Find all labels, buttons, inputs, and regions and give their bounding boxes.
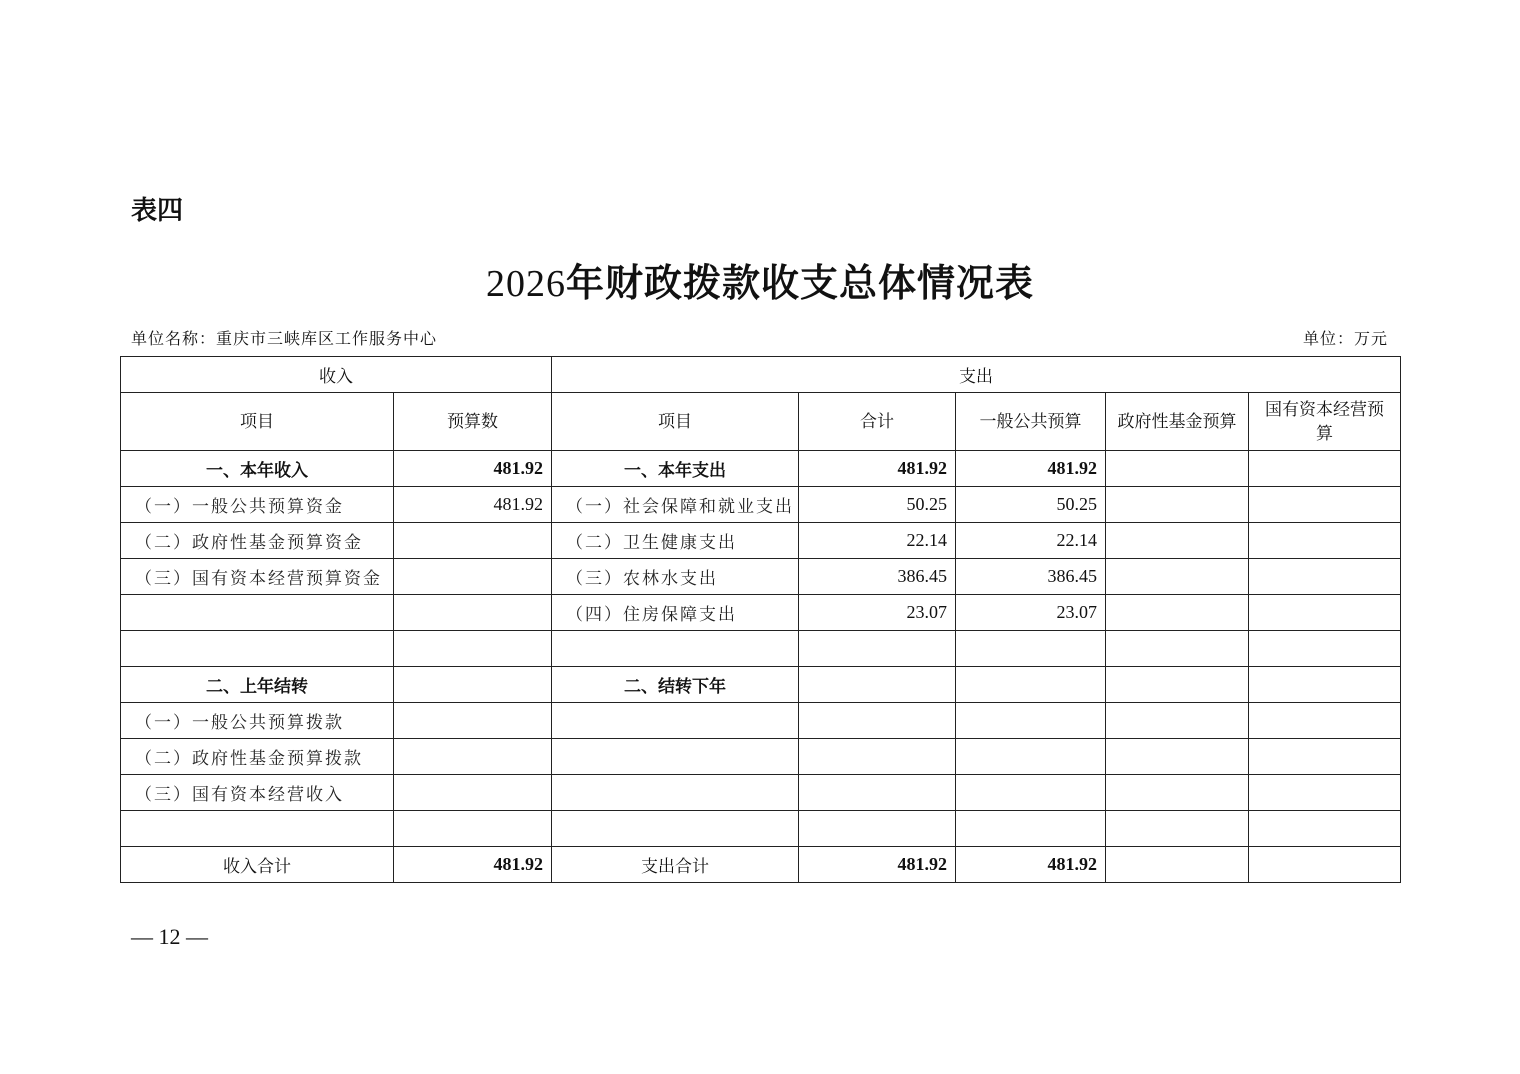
expense-general-total: 481.92 xyxy=(956,847,1106,883)
expense-general: 22.14 xyxy=(956,523,1106,559)
expense-item: （四）住房保障支出 xyxy=(552,595,799,631)
income-total-amount: 481.92 xyxy=(394,847,552,883)
table-row xyxy=(121,739,1401,775)
unit-label: 单位：万元 xyxy=(1302,329,1388,348)
expense-item: （一）社会保障和就业支出 xyxy=(552,487,799,523)
page-number: — 12 — xyxy=(131,924,208,949)
title-text: 年财政拨款收支总体情况表 xyxy=(565,260,1034,305)
expense-item xyxy=(552,775,799,811)
income-item xyxy=(121,595,394,631)
expense-capital xyxy=(1249,487,1401,523)
expense-general xyxy=(956,811,1106,847)
expense-fund xyxy=(1106,811,1249,847)
expense-fund xyxy=(1106,667,1249,703)
expense-item xyxy=(552,811,799,847)
expense-fund xyxy=(1106,631,1249,667)
income-amount xyxy=(394,703,552,739)
expense-total xyxy=(799,775,956,811)
income-item: （一）一般公共预算拨款 xyxy=(121,703,394,739)
income-amount: 481.92 xyxy=(394,487,552,523)
income-item: （三）国有资本经营预算资金 xyxy=(121,559,394,595)
table-number-label: 表四 xyxy=(131,196,184,226)
expense-capital xyxy=(1249,775,1401,811)
budget-table xyxy=(120,356,1401,883)
expense-general xyxy=(956,739,1106,775)
expense-capital xyxy=(1249,451,1401,487)
income-item: （三）国有资本经营收入 xyxy=(121,775,394,811)
expense-total: 386.45 xyxy=(799,559,956,595)
page-title xyxy=(0,252,1520,307)
expense-fund xyxy=(1106,487,1249,523)
income-amount xyxy=(394,595,552,631)
income-total-label: 收入合计 xyxy=(121,847,394,883)
expense-total-amount: 481.92 xyxy=(799,847,956,883)
table-row xyxy=(121,451,1401,487)
expense-capital xyxy=(1249,811,1401,847)
expense-fund xyxy=(1106,703,1249,739)
header-income-item: 项目 xyxy=(121,393,394,451)
expense-item xyxy=(552,739,799,775)
header-income: 收入 xyxy=(121,357,552,393)
income-amount xyxy=(394,559,552,595)
expense-capital xyxy=(1249,739,1401,775)
expense-capital xyxy=(1249,523,1401,559)
expense-total xyxy=(799,703,956,739)
expense-fund-total xyxy=(1106,847,1249,883)
unit-name: 单位名称：重庆市三峡库区工作服务中心 xyxy=(131,329,438,348)
expense-capital xyxy=(1249,667,1401,703)
expense-general xyxy=(956,703,1106,739)
header-expense: 支出 xyxy=(552,357,1401,393)
expense-capital xyxy=(1249,559,1401,595)
expense-general: 23.07 xyxy=(956,595,1106,631)
expense-total: 23.07 xyxy=(799,595,956,631)
table-row xyxy=(121,631,1401,667)
expense-fund xyxy=(1106,559,1249,595)
income-item: （二）政府性基金预算拨款 xyxy=(121,739,394,775)
expense-item xyxy=(552,703,799,739)
expense-total xyxy=(799,739,956,775)
table-row xyxy=(121,595,1401,631)
header-budget: 预算数 xyxy=(394,393,552,451)
income-amount xyxy=(394,523,552,559)
expense-item: 二、结转下年 xyxy=(552,667,799,703)
expense-total xyxy=(799,811,956,847)
expense-fund xyxy=(1106,451,1249,487)
income-item: （一）一般公共预算资金 xyxy=(121,487,394,523)
table-row xyxy=(121,559,1401,595)
header-general-budget: 一般公共预算 xyxy=(956,393,1106,451)
expense-item: （二）卫生健康支出 xyxy=(552,523,799,559)
expense-total xyxy=(799,631,956,667)
income-amount: 481.92 xyxy=(394,451,552,487)
expense-fund xyxy=(1106,775,1249,811)
expense-fund xyxy=(1106,739,1249,775)
expense-fund xyxy=(1106,523,1249,559)
header-expense-item: 项目 xyxy=(552,393,799,451)
table-row xyxy=(121,703,1401,739)
title-year: 2026 xyxy=(485,263,566,305)
expense-general: 481.92 xyxy=(956,451,1106,487)
expense-total: 22.14 xyxy=(799,523,956,559)
income-amount xyxy=(394,775,552,811)
expense-capital xyxy=(1249,703,1401,739)
expense-general xyxy=(956,631,1106,667)
expense-capital xyxy=(1249,631,1401,667)
expense-general: 50.25 xyxy=(956,487,1106,523)
table-row-total xyxy=(121,847,1401,883)
expense-fund xyxy=(1106,595,1249,631)
expense-item: 一、本年支出 xyxy=(552,451,799,487)
expense-item: （三）农林水支出 xyxy=(552,559,799,595)
table-row xyxy=(121,775,1401,811)
expense-item xyxy=(552,631,799,667)
expense-general xyxy=(956,667,1106,703)
expense-total: 50.25 xyxy=(799,487,956,523)
expense-total: 481.92 xyxy=(799,451,956,487)
header-total: 合计 xyxy=(799,393,956,451)
header-state-capital-budget: 国有资本经营预算 xyxy=(1249,393,1401,451)
income-item xyxy=(121,631,394,667)
income-amount xyxy=(394,667,552,703)
table-row xyxy=(121,811,1401,847)
income-item: 二、上年结转 xyxy=(121,667,394,703)
income-item: （二）政府性基金预算资金 xyxy=(121,523,394,559)
table-row xyxy=(121,487,1401,523)
expense-general: 386.45 xyxy=(956,559,1106,595)
table-row xyxy=(121,667,1401,703)
expense-general xyxy=(956,775,1106,811)
table-row xyxy=(121,523,1401,559)
income-amount xyxy=(394,739,552,775)
expense-total xyxy=(799,667,956,703)
income-amount xyxy=(394,811,552,847)
header-gov-fund-budget: 政府性基金预算 xyxy=(1106,393,1249,451)
expense-total-label: 支出合计 xyxy=(552,847,799,883)
income-amount xyxy=(394,631,552,667)
income-item: 一、本年收入 xyxy=(121,451,394,487)
expense-capital-total xyxy=(1249,847,1401,883)
expense-capital xyxy=(1249,595,1401,631)
income-item xyxy=(121,811,394,847)
